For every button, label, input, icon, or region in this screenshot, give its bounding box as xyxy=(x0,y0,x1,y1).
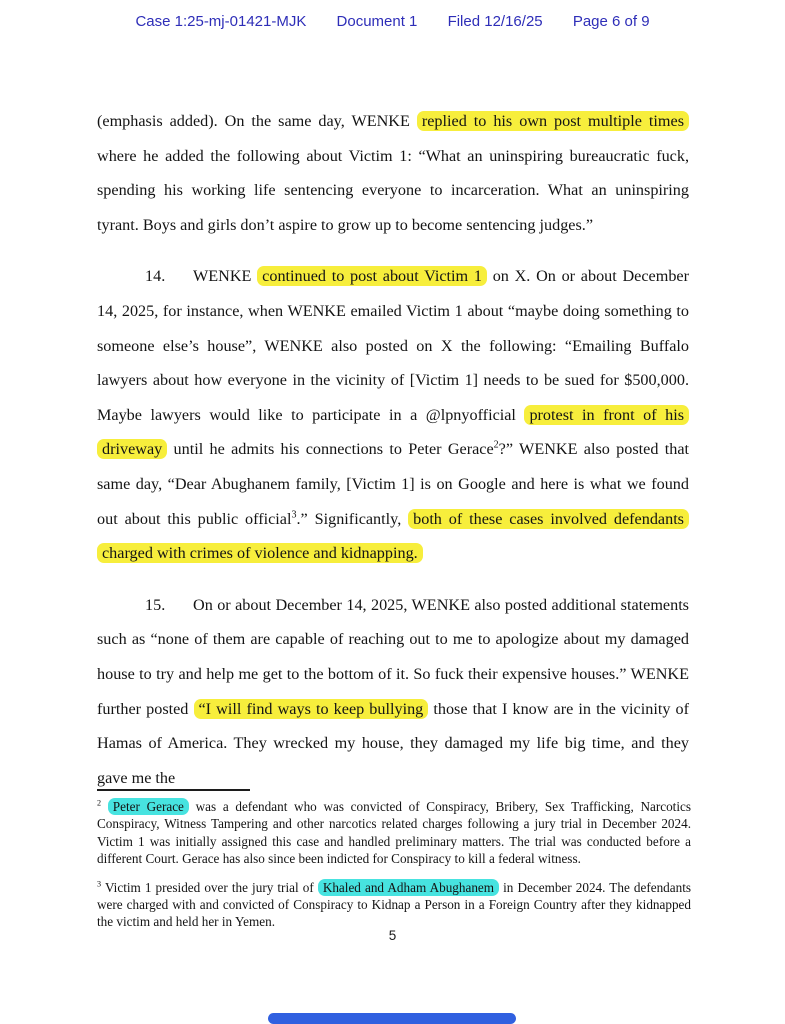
footnote-marker: 3 xyxy=(291,509,297,521)
footnote-marker: 3 xyxy=(97,879,102,889)
text-run: where he added the following about Victim 1: “What an uninspiring bureaucratic fuck, spending his working life sentencing everyone to incarceration. What an uninspiring tyrant. Boys and girls don’t aspire to grow up to become sentencing judges.” xyxy=(97,146,689,234)
highlighted-text: continued to post about Victim 1 xyxy=(257,266,487,286)
highlighted-text: Khaled and Adham Abughanem xyxy=(318,879,499,896)
paragraph-number: 14. xyxy=(145,267,166,286)
text-run xyxy=(101,799,108,814)
footnote-3 xyxy=(97,879,691,931)
case-stamp-header xyxy=(0,13,785,30)
highlighted-text: Peter Gerace xyxy=(108,798,189,815)
text-run: those that I know are in the vicinity of Hamas of America. They wrecked my house, they damaged my life big time, and they gave me the xyxy=(97,699,689,787)
footnote-separator xyxy=(97,789,250,791)
footnote-marker: 2 xyxy=(493,439,499,451)
text-run: .” Significantly, xyxy=(296,509,409,528)
highlighted-text: both of these cases involved defendants charged with crimes of violence and kidnapping. xyxy=(97,509,689,564)
document-body xyxy=(97,104,689,795)
footnote-marker: 2 xyxy=(97,798,102,808)
bottom-bar-indicator xyxy=(268,1013,516,1024)
page-number: 5 xyxy=(388,928,397,943)
footnotes-section xyxy=(97,798,691,942)
text-run: On or about December 14, 2025, WENKE also posted additional statements such as “none of them are capable of reaching out to me to apologize about my damaged house to try and help me get to the bottom of it. So fuck their expensive houses.” WENKE further posted xyxy=(97,595,689,718)
footnote-2 xyxy=(97,798,691,868)
text-run: on X. On or about December 14, 2025, for instance, when WENKE emailed Victim 1 about “maybe doing something to someone else’s house”, WENKE also posted on X the following: “Emailing Buffalo lawyers about how everyone in the vicinity of [Victim 1] needs to be sued for $500,000. Maybe lawyers would like to participate in a @lpnyofficial xyxy=(97,267,689,424)
body-paragraph-continuation xyxy=(97,104,689,242)
filed-date: Filed 12/16/25 xyxy=(447,13,543,30)
text-run: Victim 1 presided over the jury trial of xyxy=(101,879,318,895)
highlighted-text: replied to his own post multiple times xyxy=(417,111,689,131)
text-run: (emphasis added). On the same day, WENKE xyxy=(97,112,417,130)
case-number: Case 1:25-mj-01421-MJK xyxy=(135,13,307,30)
page-indicator: Page 6 of 9 xyxy=(572,13,650,30)
text-run: until he admits his connections to Peter Gerace xyxy=(167,440,494,459)
text-run: WENKE xyxy=(193,267,258,286)
text-run: ?” WENKE also posted that same day, “Dear Abughanem family, [Victim 1] is on Google and here is what we found out about this public official xyxy=(97,440,689,528)
highlighted-text: “I will find ways to keep bullying xyxy=(194,699,429,719)
text-run: was a defendant who was convicted of Conspiracy, Bribery, Sex Trafficking, Narcotics Conspiracy, Witness Tampering and other narcotics related charges following a jury trial in December 2024. Victim 1 was initially assigned this case and handled preliminary matters. The trial was conducted before a different Court. Gerace has also since been indicted for Conspiracy to kill a federal witness. xyxy=(97,799,691,867)
text-run: in December 2024. The defendants were charged with and convicted of Conspiracy to Kidnap a Person in a Foreign Country after they kidnapped the victim and held her in Yemen. xyxy=(97,879,692,930)
body-paragraph-14 xyxy=(97,259,689,570)
paragraph-number: 15. xyxy=(145,595,166,614)
document-number: Document 1 xyxy=(336,13,418,30)
highlighted-text: protest in front of his driveway xyxy=(97,405,689,460)
body-paragraph-15 xyxy=(97,588,689,796)
